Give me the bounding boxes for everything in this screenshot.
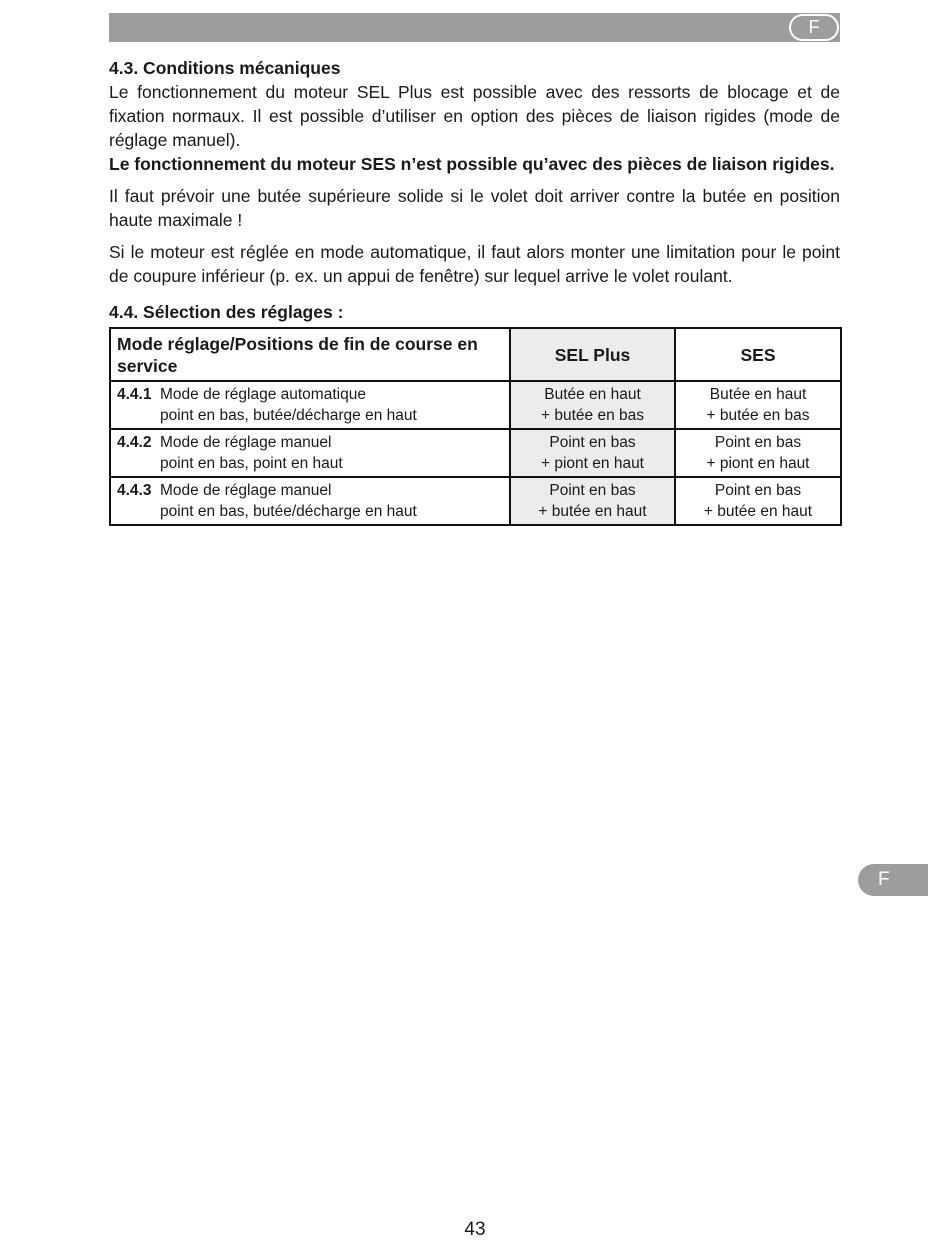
paragraph-upper-stop: Il faut prévoir une butée supérieure solide si le volet doit arriver contre la butée en position haute maximale ! bbox=[109, 186, 840, 230]
ses-line2: + piont en haut bbox=[706, 455, 810, 472]
language-tab-side: F bbox=[858, 864, 928, 896]
row-code: 4.4.2 bbox=[117, 434, 152, 451]
page-content bbox=[109, 56, 840, 526]
table-cell-sel-plus bbox=[510, 477, 675, 525]
table-row bbox=[110, 381, 841, 429]
paragraph-sel-plus: Le fonctionnement du moteur SEL Plus est possible avec des ressorts de blocage et de fixation normaux. Il est possible d’utiliser en option des pièces de liaison rigides (mode de réglage manuel). bbox=[109, 82, 840, 150]
table-header-mode: Mode réglage/Positions de fin de course en service bbox=[110, 328, 510, 381]
paragraph-automatic-mode: Si le moteur est réglée en mode automatique, il faut alors monter une limitation pour le point de coupure inférieur (p. ex. un appui de fenêtre) sur lequel arrive le volet roulant. bbox=[109, 242, 840, 286]
language-tab-header: F bbox=[789, 14, 839, 41]
row-code: 4.4.3 bbox=[117, 482, 152, 499]
ses-line1: Point en bas bbox=[714, 434, 802, 451]
row-mode-line2: point en bas, butée/décharge en haut bbox=[160, 407, 417, 424]
table-cell-ses bbox=[675, 381, 841, 429]
table-row bbox=[110, 477, 841, 525]
sel-plus-line2: + piont en haut bbox=[541, 455, 644, 472]
section-title-4-4: 4.4. Sélection des réglages : bbox=[109, 302, 344, 322]
ses-line2: + butée en haut bbox=[703, 503, 813, 520]
table-cell-ses bbox=[675, 429, 841, 477]
sel-plus-line1: Butée en haut bbox=[544, 386, 641, 403]
settings-table bbox=[109, 327, 842, 526]
sel-plus-line1: Point en bas bbox=[549, 482, 636, 499]
sel-plus-line2: + butée en bas bbox=[541, 407, 644, 424]
table-header-row bbox=[110, 328, 841, 381]
row-mode-line1: Mode de réglage manuel bbox=[160, 482, 332, 499]
row-mode-line1: Mode de réglage automatique bbox=[160, 386, 366, 403]
row-mode-line1: Mode de réglage manuel bbox=[160, 434, 332, 451]
row-mode-line2: point en bas, point en haut bbox=[160, 455, 343, 472]
ses-line1: Butée en haut bbox=[709, 386, 807, 403]
row-mode-line2: point en bas, butée/décharge en haut bbox=[160, 503, 417, 520]
table-cell-ses bbox=[675, 477, 841, 525]
sel-plus-line2: + butée en haut bbox=[538, 503, 647, 520]
table-cell-mode bbox=[110, 381, 510, 429]
table-cell-sel-plus bbox=[510, 429, 675, 477]
table-cell-sel-plus bbox=[510, 381, 675, 429]
page-number: 43 bbox=[464, 1219, 486, 1240]
table-header-sel-plus: SEL Plus bbox=[510, 328, 675, 381]
table-cell-mode bbox=[110, 429, 510, 477]
row-code: 4.4.1 bbox=[117, 386, 152, 403]
table-row bbox=[110, 429, 841, 477]
paragraph-ses-bold: Le fonctionnement du moteur SES n’est possible qu’avec des pièces de liaison rigides. bbox=[109, 154, 835, 174]
ses-line1: Point en bas bbox=[714, 482, 802, 499]
table-header-ses: SES bbox=[675, 328, 841, 381]
table-cell-mode bbox=[110, 477, 510, 525]
ses-line2: + butée en bas bbox=[706, 407, 810, 424]
header-bar bbox=[109, 13, 840, 42]
sel-plus-line1: Point en bas bbox=[549, 434, 636, 451]
section-title-4-3: 4.3. Conditions mécaniques bbox=[109, 58, 341, 78]
